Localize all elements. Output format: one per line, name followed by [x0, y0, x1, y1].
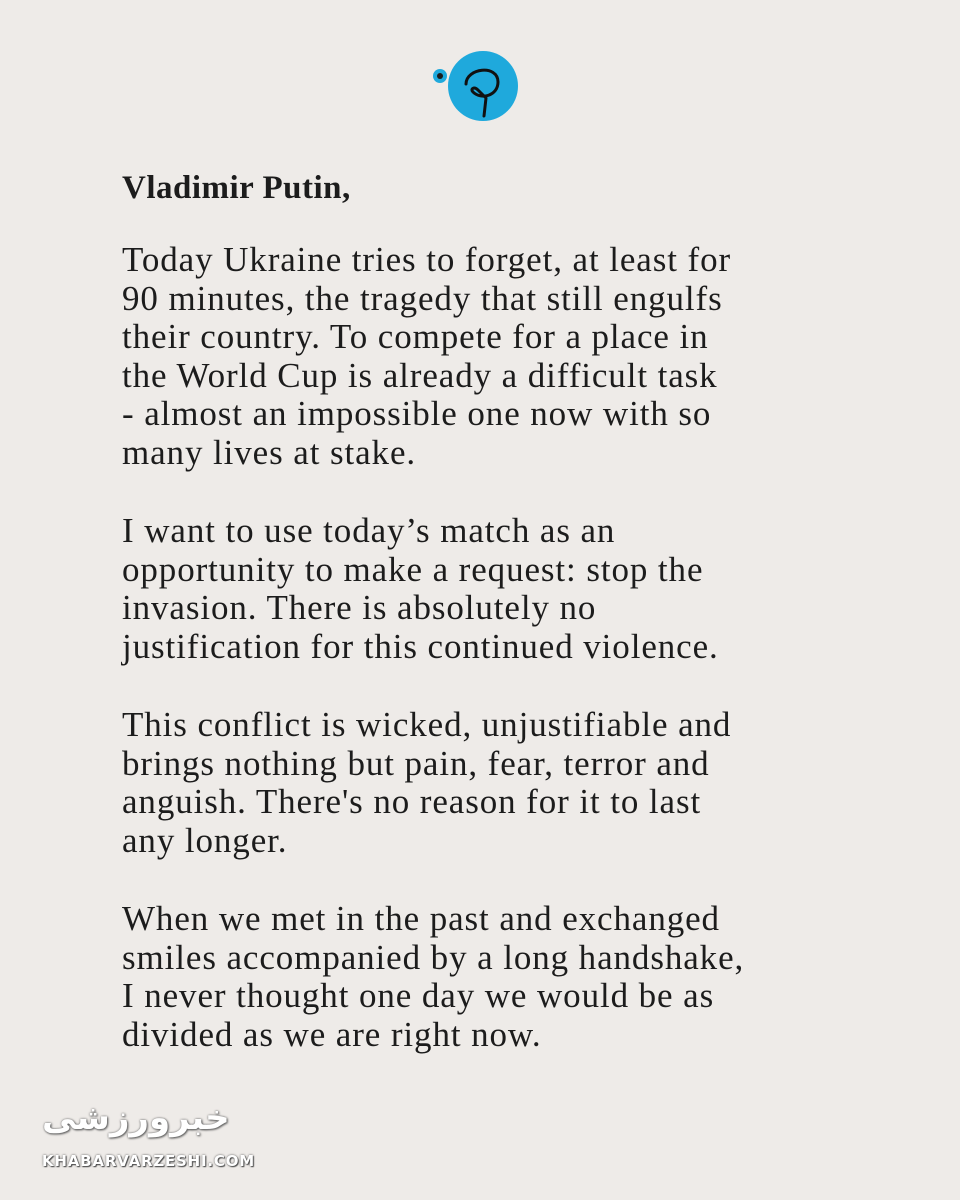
- paragraph-line: the World Cup is already a difficult task: [122, 355, 718, 395]
- paragraph-3: [122, 706, 842, 860]
- paragraph-line: brings nothing but pain, fear, terror and: [122, 743, 710, 783]
- watermark: [40, 1092, 290, 1178]
- watermark-logo-text: خبرورزشی: [42, 1098, 230, 1138]
- paragraph-line: I never thought one day we would be as: [122, 976, 715, 1015]
- paragraph-line: When we met in the past and exchanged: [122, 899, 720, 938]
- paragraph-line: Today Ukraine tries to forget, at least for: [122, 240, 732, 279]
- paragraph-4: [122, 900, 842, 1054]
- paragraph-line: justification for this continued violence.: [122, 626, 719, 666]
- paragraph-line: many lives at stake.: [122, 432, 417, 472]
- watermark-url: KHABARVARZESHI.COM: [42, 1152, 255, 1170]
- paragraph-1: [122, 241, 842, 472]
- paragraph-line: divided as we are right now.: [122, 1014, 542, 1054]
- salutation: Vladimir Putin,: [122, 170, 351, 206]
- paragraph-line: smiles accompanied by a long handshake,: [122, 937, 745, 977]
- paragraph-line: This conflict is wicked, unjustifiable and: [122, 705, 732, 744]
- paragraph-line: - almost an impossible one now with so: [122, 394, 712, 433]
- paragraph-line: invasion. There is absolutely no: [122, 588, 597, 627]
- paragraph-line: any longer.: [122, 820, 288, 860]
- paragraph-line: their country. To compete for a place in: [122, 317, 709, 356]
- paragraph-line: opportunity to make a request: stop the: [122, 549, 704, 589]
- paragraph-line: anguish. There's no reason for it to last: [122, 782, 702, 821]
- paragraph-2: [122, 512, 842, 666]
- paragraph-line: I want to use today’s match as an: [122, 511, 616, 550]
- letter-body: [122, 168, 842, 1094]
- paragraph-line: 90 minutes, the tragedy that still engulfs: [122, 278, 723, 318]
- brand-logo-icon: [426, 50, 522, 126]
